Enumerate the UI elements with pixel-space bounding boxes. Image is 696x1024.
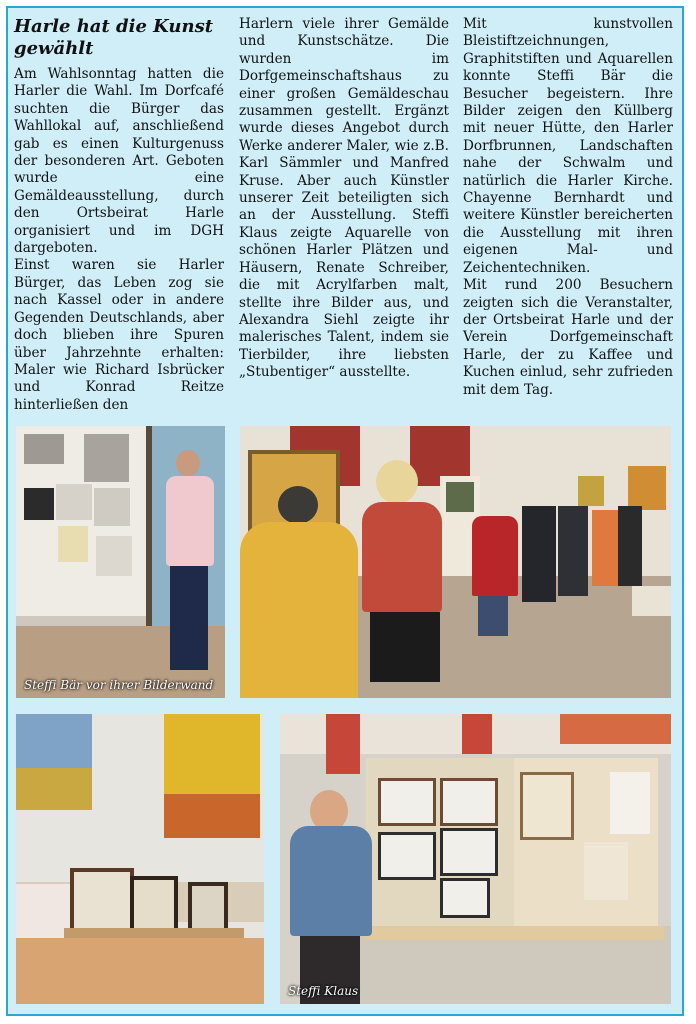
watercolour (440, 828, 498, 876)
photo-caption: Steffi Klaus (288, 984, 359, 998)
curtain (326, 714, 360, 774)
drawing (96, 536, 132, 576)
person-denim-jacket (290, 826, 372, 936)
framed-picture (130, 876, 178, 936)
photo-paintings-table (16, 714, 264, 1004)
drawing (24, 434, 64, 464)
paragraph: Harlern viele ihrer Gemälde und Kunstschätze. Die wurden im Dorfgemeinschaftshaus zu einer großen Gemäldeschau zusammen gestellt. Ergänzt wurde dieses Angebot durch Werke anderer Maler, wie z.B. Karl Sämmler und Manfred Kruse. Aber auch Künstler unserer Zeit beteiligten sich an der Ausstellung. Steffi Klaus zeigte Aquarelle von schönen Harler Plätzen und Häusern, Renate Schreiber, die mit Acrylfarben malt, stellte ihre Bilder aus, und Alexandra Siehl zeigte ihr malerisches Talent, indem sie Tierbilder, ihre liebsten „Stubentiger“ ausstellte. (239, 16, 449, 381)
photo-caption: Steffi Bär vor ihrer Bilderwand (24, 678, 214, 692)
person-legs (478, 596, 508, 636)
person-red-jacket (472, 516, 518, 596)
floor (16, 938, 264, 1004)
drawing (58, 526, 88, 562)
drawing (94, 488, 130, 526)
photo-steffi-baer (16, 426, 225, 698)
drawing (56, 484, 92, 520)
column-1 (14, 16, 224, 414)
watercolour (440, 778, 498, 826)
painting (578, 476, 604, 506)
person-yellow-coat (240, 522, 358, 698)
watercolour (440, 878, 490, 918)
watercolour (378, 778, 436, 826)
watercolour (378, 832, 436, 880)
table-top (64, 928, 244, 938)
photo-exhibition-visitors (240, 426, 671, 698)
paragraph: Am Wahlsonntag hatten die Harler die Wahl. Im Dorfcafé suchten die Bürger das Wahllokal auf, anschließend gab es einen Kulturgenuss der besonderen Art. Geboten wurde eine Gemäldeausstellung, durch den Ortsbeirat Harle organisiert und im DGH dargeboten. (14, 66, 224, 257)
drawing (520, 772, 574, 840)
curtain (560, 714, 671, 744)
person-head (376, 460, 418, 504)
article-headline: Harle hat die Kunst gewählt (14, 16, 214, 59)
person-jacket (166, 476, 214, 566)
painting (628, 466, 666, 510)
person-head (176, 450, 200, 476)
person-head (278, 486, 318, 524)
drawing-figures (584, 842, 628, 900)
drawing (610, 772, 650, 834)
person-red-sweater (362, 502, 442, 612)
person (618, 506, 642, 586)
person (522, 506, 556, 602)
paragraph: Einst waren sie Harler Bürger, das Leben zog sie nach Kassel oder in andere Gegenden Deutschlands, aber doch blieben ihre Spuren über Jahrzehnte erhalten: Maler wie Richard Isbrücker und Konrad Reitze hinterließen den (14, 257, 224, 413)
painting-field (164, 794, 260, 838)
drawing (24, 488, 54, 520)
column-3 (463, 16, 673, 399)
painting (446, 482, 474, 512)
painting-field (16, 768, 92, 810)
person (558, 506, 588, 596)
curtain (462, 714, 492, 754)
person-legs (170, 566, 208, 670)
person (592, 510, 618, 586)
column-2 (239, 16, 449, 382)
photo-steffi-klaus (280, 714, 671, 1004)
table-top (364, 926, 664, 940)
table (632, 586, 671, 616)
article-text (14, 16, 682, 416)
paragraph: Mit rund 200 Besuchern zeigten sich die Veranstalter, der Ortsbeirat Harle und der Verein Dorfgemeinschaft Harle, der zu Kaffee und Kuchen einlud, sehr zufrieden mit dem Tag. (463, 277, 673, 398)
person-skirt (370, 612, 440, 682)
framed-picture (188, 882, 228, 934)
drawing (84, 434, 129, 482)
paragraph: Mit kunstvollen Bleistiftzeichnungen, Graphitstiften und Aquarellen konnte Steffi Bär die Besucher begeistern. Ihre Bilder zeigen den Küllberg mit neuer Hütte, den Harler Dorfbrunnen, Landschaften nahe der Schwalm und natürlich die Harler Kirche. Chayenne Bernhardt und weitere Künstler bereicherten die Ausstellung mit ihren eigenen Mal- und Zeichentechniken. (463, 16, 673, 276)
